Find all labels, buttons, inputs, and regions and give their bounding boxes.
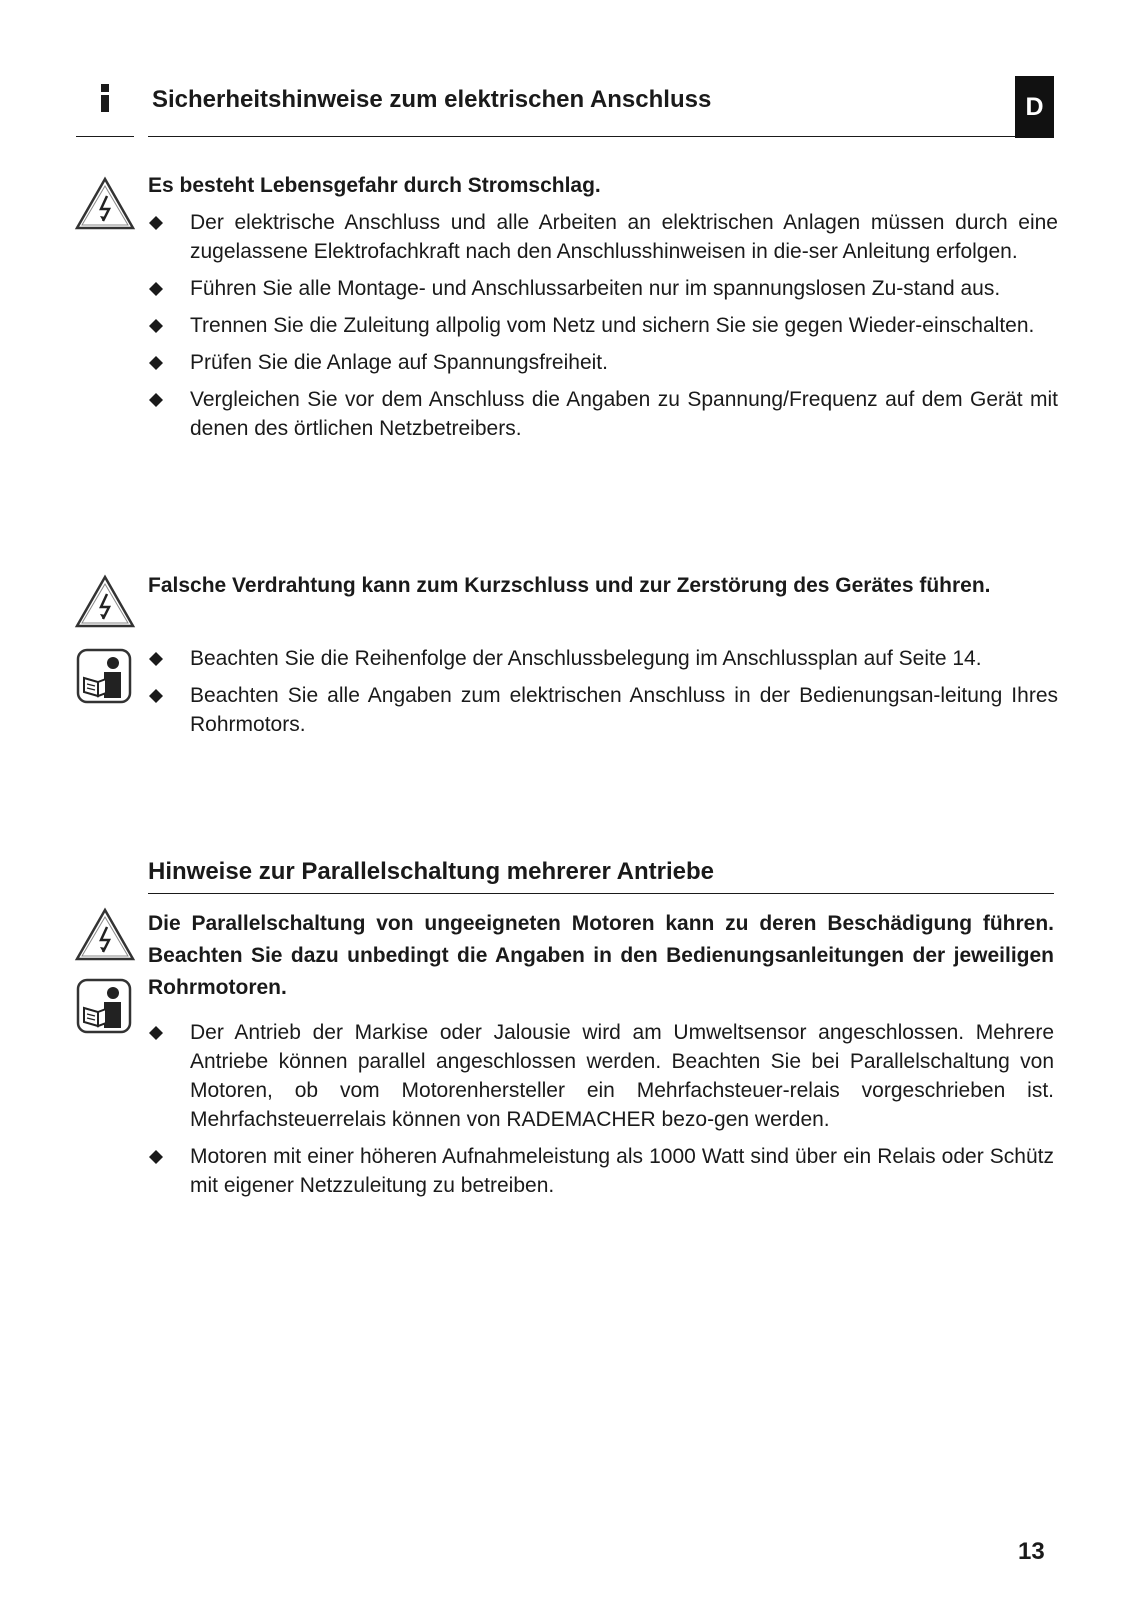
electric-hazard-icon xyxy=(74,907,136,963)
list-item: Beachten Sie die Reihenfolge der Anschlussbelegung im Anschlussplan auf Seite 14. xyxy=(148,644,1058,673)
electric-hazard-icon xyxy=(74,176,136,232)
diamond-bullet-icon xyxy=(148,1149,164,1165)
list-item: Der elektrische Anschluss und alle Arbeiten an elektrischen Anlagen müssen durch eine zugelassene Elektrofachkraft nach den Anschlusshinweisen in die-ser Anleitung erfolgen. xyxy=(148,208,1058,266)
list-item: Trennen Sie die Zuleitung allpolig vom Netz und sichern Sie sie gegen Wieder-einschalten. xyxy=(148,311,1058,340)
diamond-bullet-icon xyxy=(148,281,164,297)
diamond-bullet-icon xyxy=(148,688,164,704)
language-badge: D xyxy=(1015,76,1054,138)
read-manual-icon xyxy=(76,978,132,1034)
header-rule-left xyxy=(76,136,134,137)
page-title: Sicherheitshinweise zum elektrischen Anschluss xyxy=(152,86,712,113)
diamond-bullet-icon xyxy=(148,651,164,667)
list-item: Der Antrieb der Markise oder Jalousie wird am Umweltsensor angeschlossen. Mehrere Antriebe können parallel angeschlossen werden. Beachten Sie bei Parallelschaltung von Motoren, ob vom Motorenhersteller ein Mehrfachsteuer-relais vorgeschrieben ist. Mehrfachsteuerrelais können von RADEMACHER bezo-gen werden. xyxy=(148,1018,1054,1134)
bullet-list xyxy=(148,644,1058,747)
bullet-list xyxy=(148,1018,1054,1208)
warning-text: Die Parallelschaltung von ungeeigneten Motoren kann zu deren Beschädigung führen. Beachten Sie dazu unbedingt die Angaben in den Bedienungsanleitungen der jeweiligen Rohrmotoren. xyxy=(148,912,1054,999)
list-item: Vergleichen Sie vor dem Anschluss die Angaben zu Spannung/Frequenz auf dem Gerät mit denen des örtlichen Netzbetreibers. xyxy=(148,385,1058,443)
diamond-bullet-icon xyxy=(148,215,164,231)
header-rule xyxy=(148,136,1015,137)
list-item: Prüfen Sie die Anlage auf Spannungsfreiheit. xyxy=(148,348,1058,377)
section-title: Hinweise zur Parallelschaltung mehrerer Antriebe xyxy=(148,858,714,885)
list-item: Beachten Sie alle Angaben zum elektrischen Anschluss in der Bedienungsan-leitung Ihres Rohrmotors. xyxy=(148,681,1058,739)
diamond-bullet-icon xyxy=(148,1025,164,1041)
page-number: 13 xyxy=(1018,1538,1045,1565)
bullet-list xyxy=(148,208,1058,451)
read-manual-icon xyxy=(76,648,132,704)
info-icon xyxy=(98,84,112,114)
warning-text: Falsche Verdrahtung kann zum Kurzschluss und zur Zerstörung des Gerätes führen. xyxy=(148,574,991,597)
diamond-bullet-icon xyxy=(148,318,164,334)
list-item: Führen Sie alle Montage- und Anschlussarbeiten nur im spannungslosen Zu-stand aus. xyxy=(148,274,1058,303)
warning-text: Es besteht Lebensgefahr durch Stromschlag. xyxy=(148,174,601,197)
section-rule xyxy=(148,893,1054,894)
electric-hazard-icon xyxy=(74,574,136,630)
list-item: Motoren mit einer höheren Aufnahmeleistung als 1000 Watt sind über ein Relais oder Schütz mit eigener Netzzuleitung zu betreiben. xyxy=(148,1142,1054,1200)
diamond-bullet-icon xyxy=(148,355,164,371)
diamond-bullet-icon xyxy=(148,392,164,408)
